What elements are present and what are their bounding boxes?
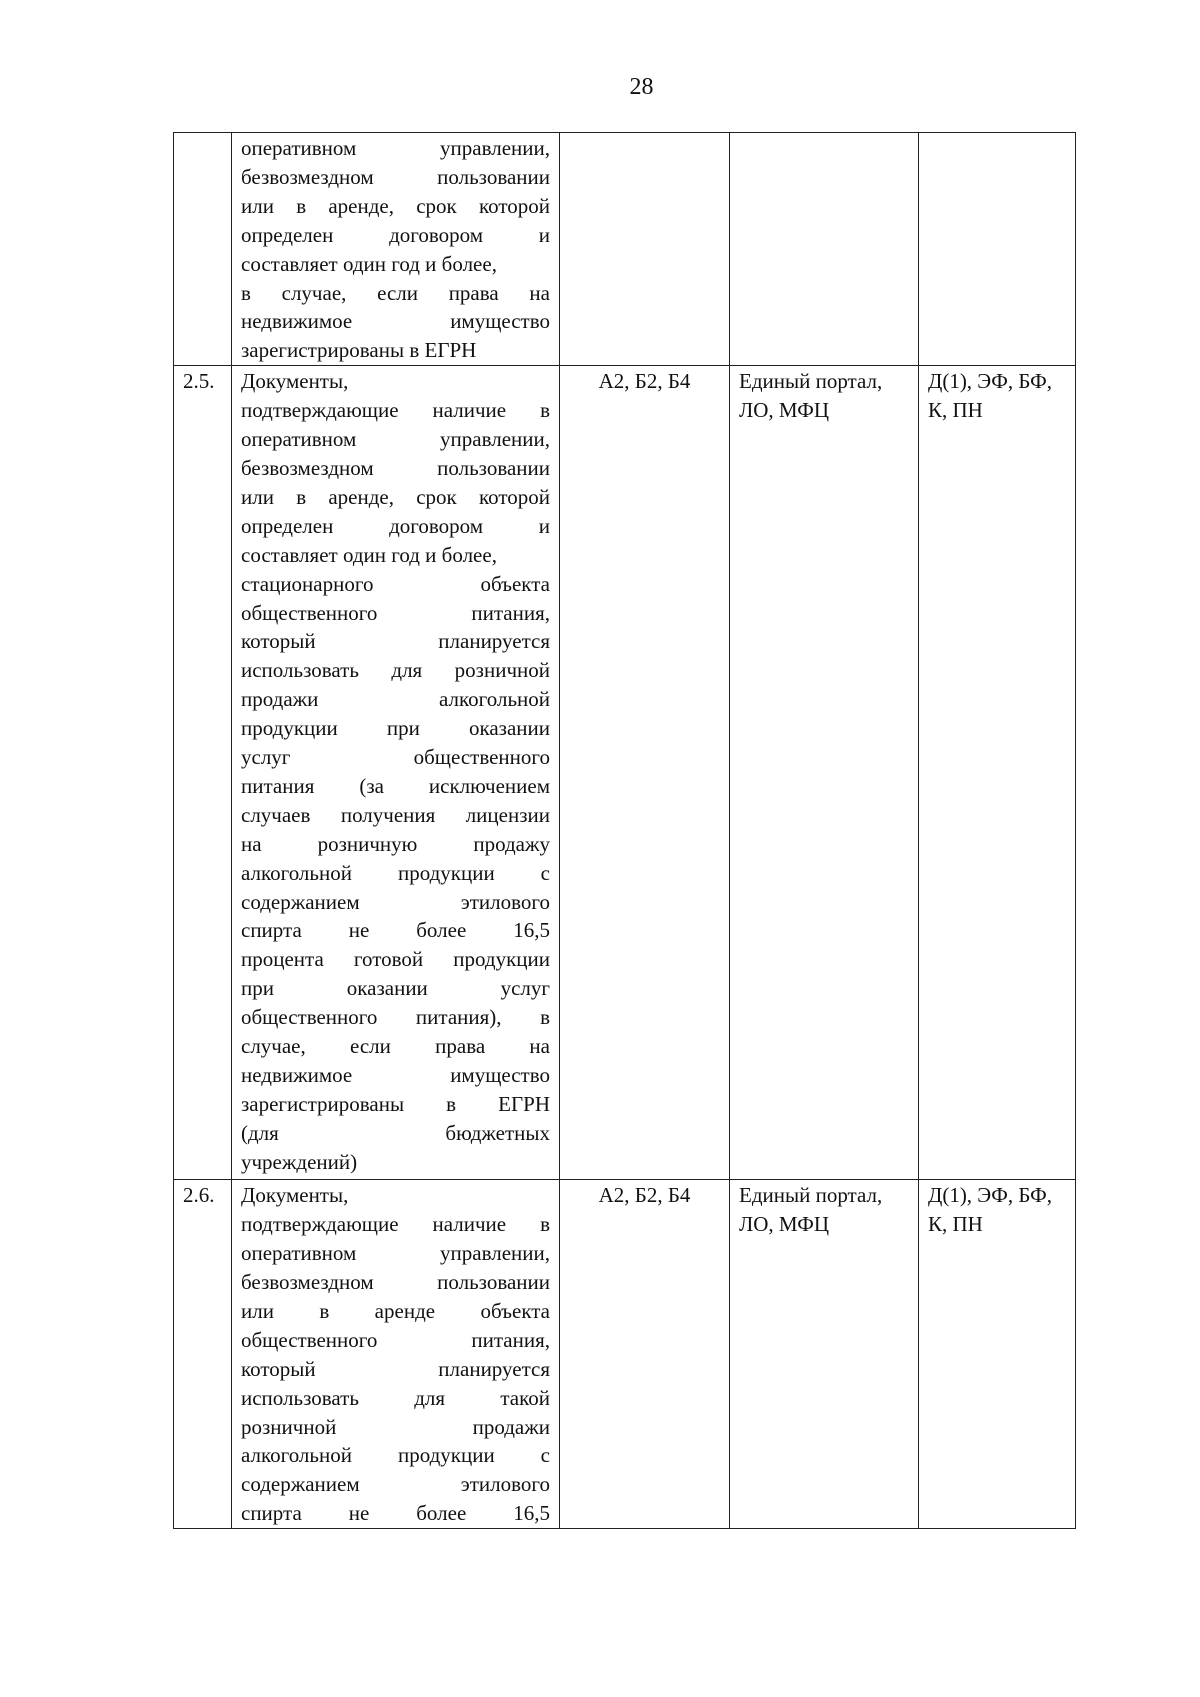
description-line: услуг общественного: [241, 745, 550, 770]
description-line: зарегистрированы в ЕГРН: [241, 338, 477, 363]
description-line: использовать для такой: [241, 1385, 550, 1410]
description-cell: [232, 366, 560, 1180]
channel-line: Единый портал,: [739, 369, 883, 394]
description-line: или в аренде объекта: [241, 1298, 550, 1323]
row-number-cell: [174, 1180, 232, 1529]
description-line: или в аренде, срок которой: [241, 484, 550, 509]
channel-cell: [730, 1180, 919, 1529]
documents-table: [173, 132, 1076, 1529]
description-line: составляет один год и более,: [241, 542, 497, 567]
description-line: алкогольной продукции с: [241, 860, 550, 885]
channel-cell: [730, 133, 919, 366]
table-row: [174, 1180, 1076, 1529]
channel-line: ЛО, МФЦ: [739, 398, 830, 423]
description-line: розничной продажи: [241, 1414, 550, 1439]
description-line: использовать для розничной: [241, 658, 550, 683]
description-line: алкогольной продукции с: [241, 1443, 550, 1468]
description-line: (для бюджетных: [241, 1120, 550, 1145]
description-cell: [232, 1180, 560, 1529]
row-number-cell: [174, 133, 232, 366]
description-line: случае, если права на: [241, 1034, 550, 1059]
description-line: оперативном управлении,: [241, 1241, 550, 1266]
channel-line: ЛО, МФЦ: [739, 1212, 830, 1237]
description-line: общественного питания,: [241, 1327, 550, 1352]
description-line: при оказании услуг: [241, 976, 550, 1001]
description-line: безвозмездном пользовании: [241, 1269, 550, 1294]
description-line: составляет один год и более,: [241, 251, 497, 276]
row-number: 2.6.: [183, 1183, 215, 1208]
description-line: продажи алкогольной: [241, 687, 550, 712]
applicants-cell: [560, 366, 730, 1180]
description-line: недвижимое имущество: [241, 1063, 550, 1087]
description-line: определен договором и: [241, 222, 550, 247]
form-line: К, ПН: [928, 398, 983, 423]
description-line: определен договором и: [241, 513, 550, 538]
applicants-text: А2, Б2, Б4: [598, 1183, 691, 1208]
description-line: который планируется: [241, 629, 550, 654]
description-line: общественного питания), в: [241, 1005, 550, 1030]
description-line: подтверждающие наличие в: [241, 1212, 550, 1237]
description-line: содержанием этилового: [241, 1472, 550, 1497]
table-body: [174, 133, 1076, 1529]
description-line: питания (за исключением: [241, 773, 550, 798]
applicants-cell: [560, 1180, 730, 1529]
description-line: содержанием этилового: [241, 889, 550, 914]
form-cell: [919, 366, 1076, 1180]
description-line: оперативном управлении,: [241, 427, 550, 452]
row-number-cell: [174, 366, 232, 1180]
description-cell: [232, 133, 560, 366]
description-line: оперативном управлении,: [241, 136, 550, 160]
description-line: стационарного объекта: [241, 571, 550, 596]
form-cell: [919, 133, 1076, 366]
description-line: на розничную продажу: [241, 831, 550, 856]
description-line: спирта не более 16,5: [241, 918, 550, 943]
page-number: 28: [629, 74, 654, 100]
form-line: К, ПН: [928, 1212, 983, 1237]
description-line: продукции при оказании: [241, 716, 550, 741]
table-row: [174, 366, 1076, 1180]
description-line: зарегистрированы в ЕГРН: [241, 1091, 550, 1116]
applicants-cell: [560, 133, 730, 366]
description-line: безвозмездном пользовании: [241, 455, 550, 480]
form-line: Д(1), ЭФ, БФ,: [928, 1183, 1052, 1208]
channel-line: Единый портал,: [739, 1183, 883, 1208]
description-line: спирта не более 16,5: [241, 1501, 550, 1526]
description-line: учреждений): [241, 1149, 358, 1174]
description-line: в случае, если права на: [241, 280, 550, 305]
description-line: который планируется: [241, 1356, 550, 1381]
applicants-text: А2, Б2, Б4: [598, 369, 691, 394]
form-line: Д(1), ЭФ, БФ,: [928, 369, 1052, 394]
row-number: 2.5.: [183, 369, 215, 394]
channel-cell: [730, 366, 919, 1180]
description-line: Документы,: [241, 369, 349, 394]
description-line: или в аренде, срок которой: [241, 193, 550, 218]
table-row: [174, 133, 1076, 366]
description-line: общественного питания,: [241, 600, 550, 625]
description-line: безвозмездном пользовании: [241, 164, 550, 189]
description-line: процента готовой продукции: [241, 947, 550, 972]
description-line: Документы,: [241, 1183, 349, 1208]
form-cell: [919, 1180, 1076, 1529]
description-line: случаев получения лицензии: [241, 802, 550, 827]
description-line: подтверждающие наличие в: [241, 398, 550, 423]
description-line: недвижимое имущество: [241, 309, 550, 334]
